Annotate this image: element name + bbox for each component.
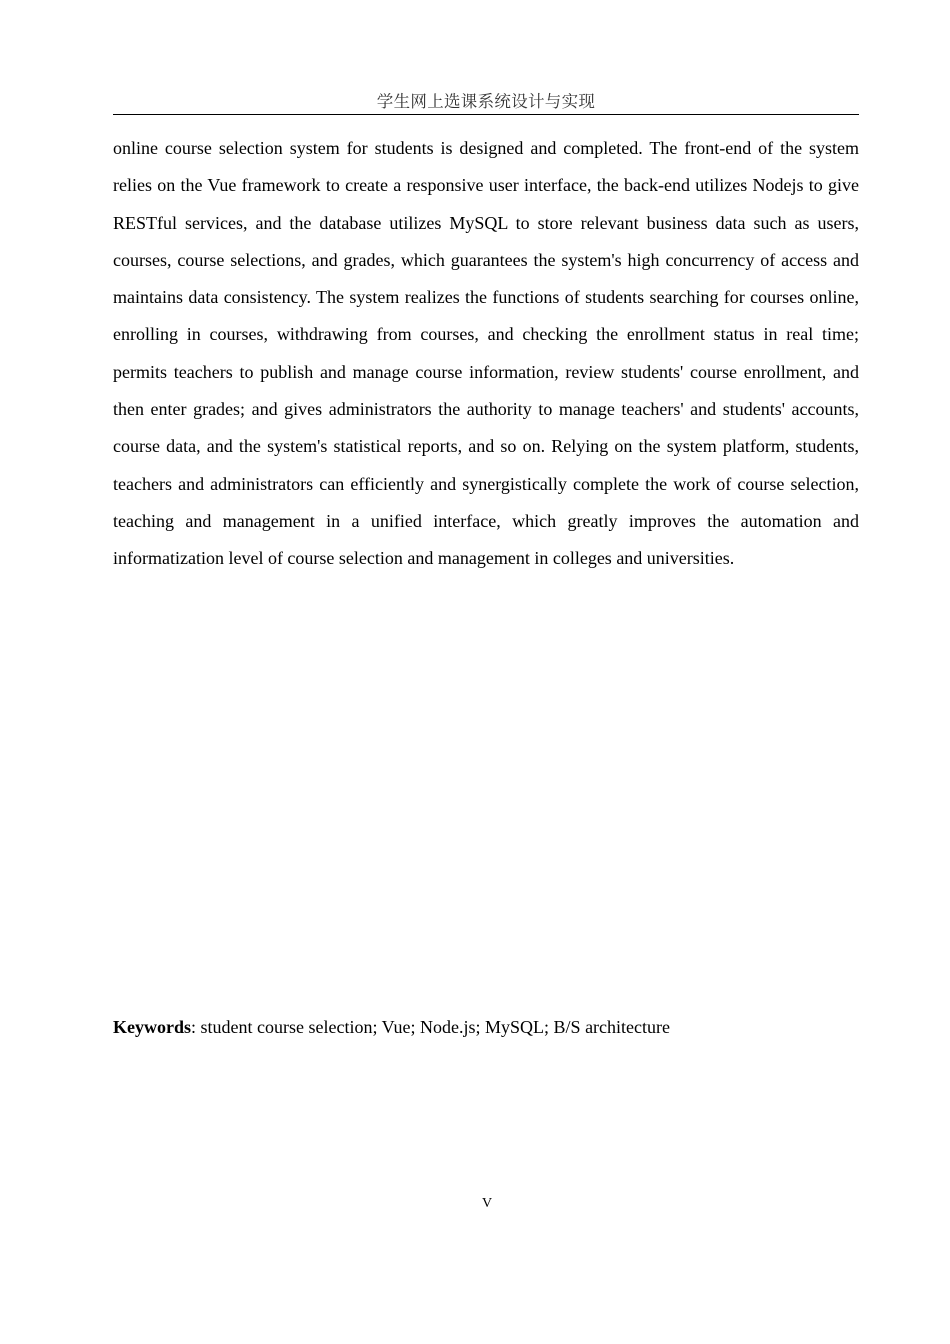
abstract-body: online course selection system for students is designed and completed. The front-end of the system relies on the Vue framework to create a responsive user interface, the back-end utilizes Nodejs to give RESTful services, and the database utilizes MySQL to store relevant business data such as users, courses, course selections, and grades, which guarantees the system's high concurrency of access and maintains data consistency. The system realizes the functions of students searching for courses online, enrolling in courses, withdrawing from courses, and checking the enrollment status in real time; permits teachers to publish and manage course information, review students' course enrollment, and then enter grades; and gives administrators the authority to manage teachers' and students' accounts, course data, and the system's statistical reports, and so on. Relying on the system platform, students, teachers and administrators can efficiently and synergistically complete the work of course selection, teaching and management in a unified interface, which greatly improves the automation and informatization level of course selection and management in colleges and universities. — [113, 138, 859, 569]
page-number: V — [481, 1196, 493, 1211]
keywords-separator: : — [191, 1017, 201, 1037]
keywords-text: student course selection; Vue; Node.js; MySQL; B/S architecture — [200, 1017, 671, 1037]
keywords-line — [113, 1014, 859, 1041]
keywords-label: Keywords — [113, 1017, 191, 1037]
running-header: 学生网上选课系统设计与实现 — [113, 90, 859, 115]
